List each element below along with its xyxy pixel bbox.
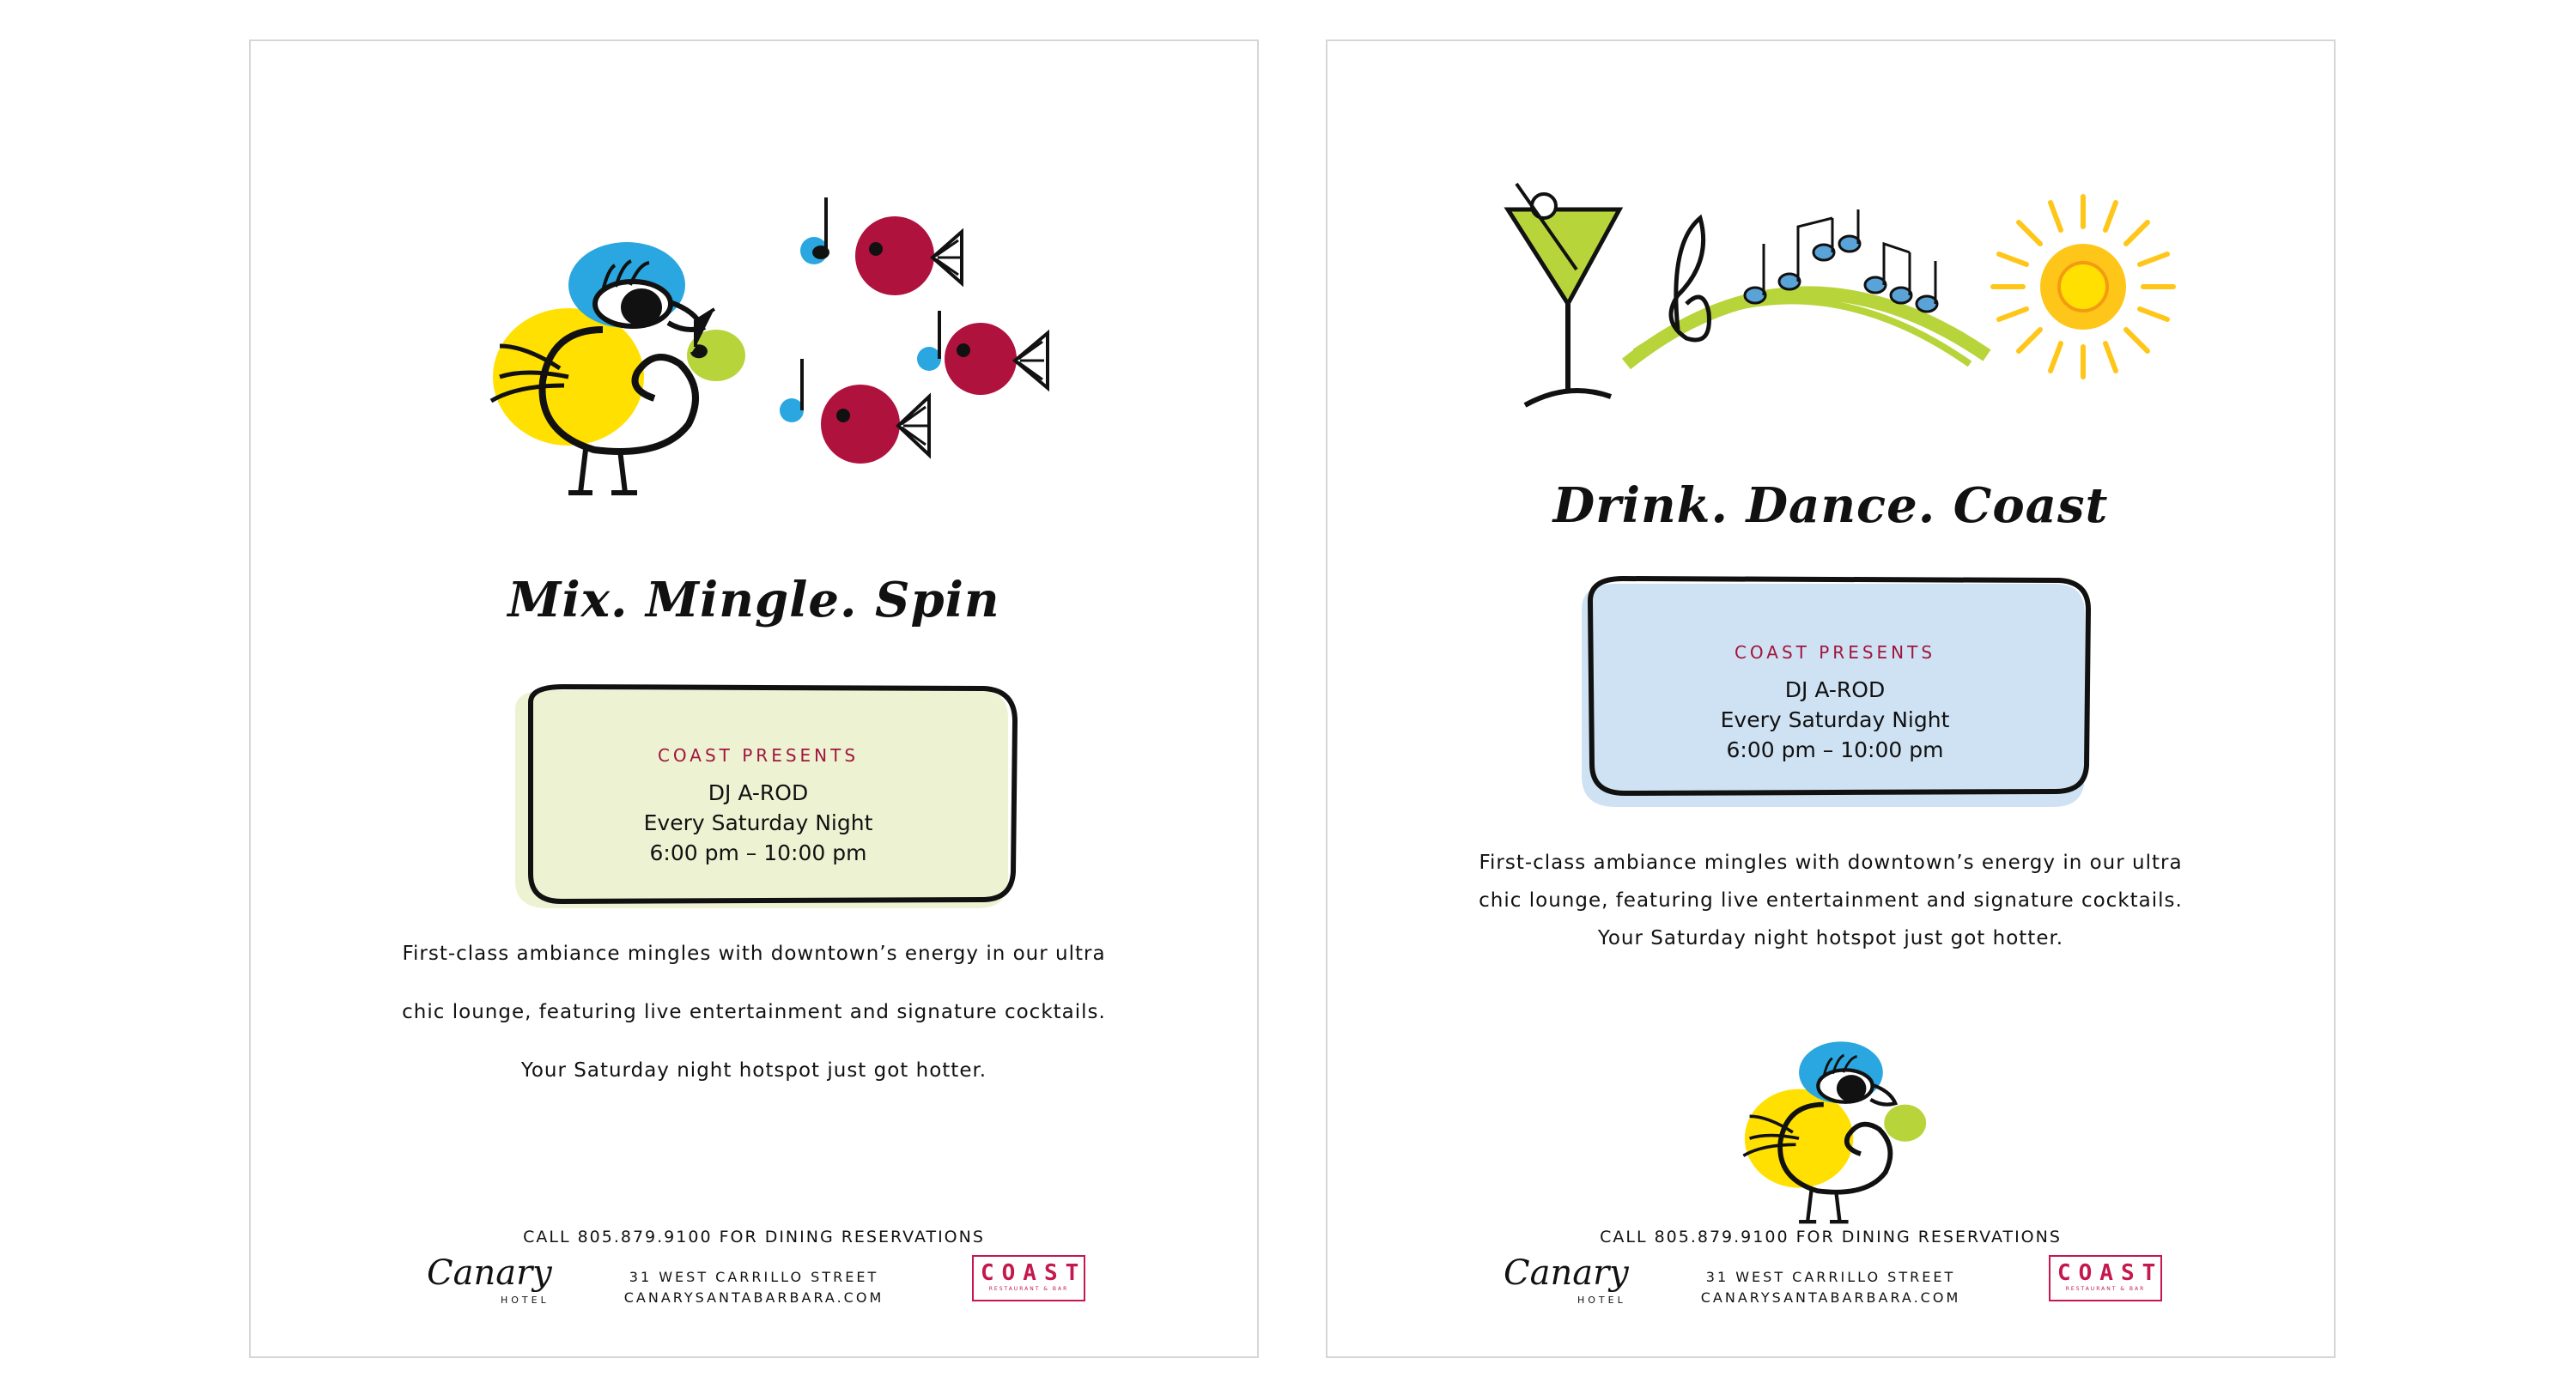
body-line: First-class ambiance mingles with downtown’s energy in our ultra: [1479, 852, 2183, 874]
website: CANARYSANTABARBARA.COM: [623, 1289, 884, 1306]
address-block: [251, 1267, 1257, 1308]
address: 31 WEST CARRILLO STREET: [1705, 1269, 1956, 1285]
music-staff-icon: [1626, 192, 1987, 381]
flyer-right: [1326, 39, 2336, 1358]
coast-logo-text: COAST: [2057, 1260, 2164, 1286]
event-day: Every Saturday Night: [643, 810, 873, 835]
event-day: Every Saturday Night: [1720, 707, 1950, 732]
coast-logo: [2049, 1255, 2162, 1301]
canary-hotel-text: HOTEL: [1577, 1295, 1626, 1306]
body-line: Your Saturday night hotspot just got hotter.: [520, 1059, 987, 1082]
address: 31 WEST CARRILLO STREET: [629, 1269, 879, 1285]
event-time: 6:00 pm – 10:00 pm: [1726, 737, 1944, 762]
coast-logo-subtext: RESTAURANT & BAR: [2065, 1286, 2146, 1292]
headline: Drink. Dance. Coast: [1552, 477, 2109, 534]
canary-bird-icon: [474, 192, 749, 501]
address-block: [1327, 1267, 2334, 1308]
website: CANARYSANTABARBARA.COM: [1700, 1289, 1961, 1306]
presents-label: COAST PRESENTS: [657, 745, 860, 766]
canary-bird-icon: [1731, 1001, 1929, 1233]
red-fish-icon: [766, 179, 1127, 505]
event-box: [1573, 575, 2097, 816]
body-line: First-class ambiance mingles with downtown’s energy in our ultra: [402, 943, 1106, 965]
flyer-left: [249, 39, 1259, 1358]
martini-icon: [1499, 175, 1628, 424]
body-line: Your Saturday night hotspot just got hotter.: [1597, 927, 2064, 949]
body-line: chic lounge, featuring live entertainment and signature cocktails.: [402, 1001, 1106, 1023]
event-dj: DJ A-ROD: [708, 780, 809, 805]
coast-logo-text: COAST: [981, 1260, 1087, 1286]
presents-label: COAST PRESENTS: [1734, 642, 1936, 663]
canary-logo-text: Canary: [1504, 1253, 1629, 1293]
event-dj: DJ A-ROD: [1784, 677, 1886, 702]
sun-icon: [1989, 192, 2178, 381]
reservation-call: CALL 805.879.9100 FOR DINING RESERVATIONS: [523, 1228, 985, 1246]
body-line: chic lounge, featuring live entertainment and signature cocktails.: [1479, 889, 2183, 912]
coast-logo-subtext: RESTAURANT & BAR: [988, 1286, 1069, 1292]
canary-logo-text: Canary: [427, 1253, 552, 1293]
reservation-call: CALL 805.879.9100 FOR DINING RESERVATIONS: [1600, 1228, 2062, 1246]
headline: Mix. Mingle. Spin: [507, 572, 1000, 628]
body-copy: [1327, 852, 2334, 949]
event-box: [496, 683, 1020, 915]
event-time: 6:00 pm – 10:00 pm: [649, 840, 867, 865]
body-copy: [251, 943, 1257, 1082]
canary-hotel-text: HOTEL: [501, 1295, 550, 1306]
coast-logo: [972, 1255, 1085, 1301]
